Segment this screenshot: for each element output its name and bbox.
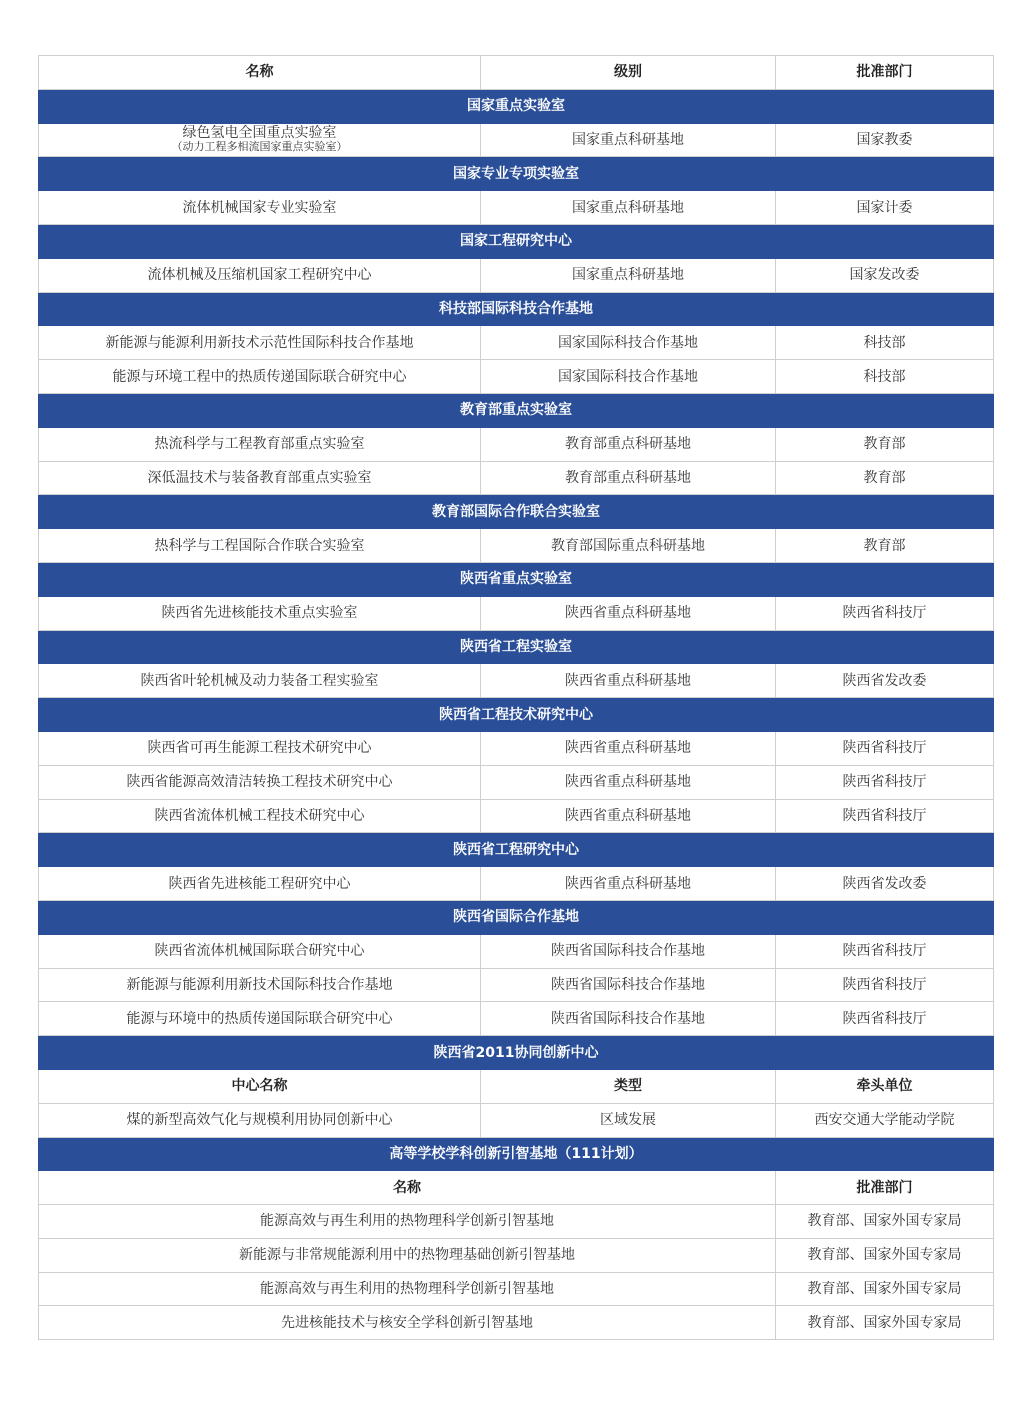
section-header-row <box>39 833 994 867</box>
row-name: 陕西省可再生能源工程技术研究中心 <box>39 731 481 765</box>
row-dept: 科技部 <box>776 360 994 394</box>
table-row <box>39 326 994 360</box>
row-level: 陕西省国际科技合作基地 <box>481 934 776 968</box>
row-name: 新能源与能源利用新技术示范性国际科技合作基地 <box>39 326 481 360</box>
row-dept: 陕西省科技厅 <box>776 731 994 765</box>
header-dept: 批准部门 <box>776 56 994 90</box>
table-row <box>39 123 994 157</box>
row-level: 陕西省重点科研基地 <box>481 664 776 698</box>
row-name: 陕西省能源高效清洁转换工程技术研究中心 <box>39 765 481 799</box>
row-dept: 陕西省发改委 <box>776 867 994 901</box>
section-title: 陕西省工程实验室 <box>39 630 994 664</box>
row-name <box>39 123 481 157</box>
row-level: 国家重点科研基地 <box>481 258 776 292</box>
table-row <box>39 427 994 461</box>
table-row <box>39 968 994 1002</box>
section-title: 国家专业专项实验室 <box>39 157 994 191</box>
table-row <box>39 799 994 833</box>
table-row <box>39 1205 994 1239</box>
row-name: 先进核能技术与核安全学科创新引智基地 <box>39 1306 776 1340</box>
section-title: 高等学校学科创新引智基地（111计划） <box>39 1137 994 1171</box>
row-level: 陕西省国际科技合作基地 <box>481 1002 776 1036</box>
table-row <box>39 191 994 225</box>
row-dept: 陕西省科技厅 <box>776 799 994 833</box>
table-row <box>39 664 994 698</box>
row-name: 流体机械及压缩机国家工程研究中心 <box>39 258 481 292</box>
collab-header-name: 中心名称 <box>39 1069 481 1103</box>
section-title: 科技部国际科技合作基地 <box>39 292 994 326</box>
collab-header-type: 类型 <box>481 1069 776 1103</box>
row-dept: 陕西省科技厅 <box>776 968 994 1002</box>
row-level: 陕西省重点科研基地 <box>481 596 776 630</box>
row-dept: 教育部 <box>776 427 994 461</box>
row-type: 区域发展 <box>481 1103 776 1137</box>
row-name: 陕西省叶轮机械及动力装备工程实验室 <box>39 664 481 698</box>
row-name: 陕西省先进核能工程研究中心 <box>39 867 481 901</box>
section-title: 陕西省2011协同创新中心 <box>39 1036 994 1070</box>
row-level: 国家重点科研基地 <box>481 123 776 157</box>
row-lead: 西安交通大学能动学院 <box>776 1103 994 1137</box>
row-dept: 陕西省科技厅 <box>776 596 994 630</box>
section-header-row <box>39 393 994 427</box>
section-header-row <box>39 562 994 596</box>
row-name: 新能源与非常规能源利用中的热物理基础创新引智基地 <box>39 1238 776 1272</box>
table-row <box>39 1272 994 1306</box>
section-header-row <box>39 900 994 934</box>
row-name: 热科学与工程国际合作联合实验室 <box>39 529 481 563</box>
row-level: 陕西省国际科技合作基地 <box>481 968 776 1002</box>
table-row <box>39 765 994 799</box>
section-header-row <box>39 89 994 123</box>
header-level: 级别 <box>481 56 776 90</box>
row-name: 陕西省流体机械工程技术研究中心 <box>39 799 481 833</box>
section-title: 教育部重点实验室 <box>39 393 994 427</box>
row-level: 教育部重点科研基地 <box>481 427 776 461</box>
base111-header-row <box>39 1171 994 1205</box>
row-name-main: 绿色氢电全国重点实验室 <box>182 125 337 142</box>
collab-header-row <box>39 1069 994 1103</box>
table-header-row <box>39 56 994 90</box>
row-name: 陕西省先进核能技术重点实验室 <box>39 596 481 630</box>
row-dept: 教育部 <box>776 529 994 563</box>
table-row <box>39 1238 994 1272</box>
table-row <box>39 596 994 630</box>
collab-header-lead: 牵头单位 <box>776 1069 994 1103</box>
row-name: 热流科学与工程教育部重点实验室 <box>39 427 481 461</box>
table-row <box>39 360 994 394</box>
row-level: 国家国际科技合作基地 <box>481 326 776 360</box>
row-level: 国家国际科技合作基地 <box>481 360 776 394</box>
section-header-row <box>39 495 994 529</box>
section-header-row <box>39 1137 994 1171</box>
row-name: 深低温技术与装备教育部重点实验室 <box>39 461 481 495</box>
section-header-row <box>39 292 994 326</box>
row-name-note: （动力工程多相流国家重点实验室） <box>171 140 348 154</box>
table-row <box>39 1103 994 1137</box>
row-dept: 教育部、国家外国专家局 <box>776 1238 994 1272</box>
row-dept: 陕西省发改委 <box>776 664 994 698</box>
research-bases-table <box>38 55 994 1340</box>
row-name: 能源高效与再生利用的热物理科学创新引智基地 <box>39 1272 776 1306</box>
section-title: 国家工程研究中心 <box>39 224 994 258</box>
row-dept: 陕西省科技厅 <box>776 934 994 968</box>
section-header-row <box>39 157 994 191</box>
row-dept: 科技部 <box>776 326 994 360</box>
base111-header-name: 名称 <box>39 1171 776 1205</box>
row-name: 流体机械国家专业实验室 <box>39 191 481 225</box>
section-title: 国家重点实验室 <box>39 89 994 123</box>
row-name: 能源高效与再生利用的热物理科学创新引智基地 <box>39 1205 776 1239</box>
table-row <box>39 934 994 968</box>
row-name: 煤的新型高效气化与规模利用协同创新中心 <box>39 1103 481 1137</box>
section-title: 陕西省工程研究中心 <box>39 833 994 867</box>
section-title: 教育部国际合作联合实验室 <box>39 495 994 529</box>
section-title: 陕西省重点实验室 <box>39 562 994 596</box>
table-row <box>39 867 994 901</box>
row-name: 陕西省流体机械国际联合研究中心 <box>39 934 481 968</box>
base111-header-dept: 批准部门 <box>776 1171 994 1205</box>
row-dept: 教育部、国家外国专家局 <box>776 1272 994 1306</box>
table-row <box>39 529 994 563</box>
row-name: 能源与环境中的热质传递国际联合研究中心 <box>39 1002 481 1036</box>
row-name: 新能源与能源利用新技术国际科技合作基地 <box>39 968 481 1002</box>
row-dept: 教育部 <box>776 461 994 495</box>
row-dept: 国家计委 <box>776 191 994 225</box>
section-header-row <box>39 224 994 258</box>
row-level: 教育部国际重点科研基地 <box>481 529 776 563</box>
row-dept: 陕西省科技厅 <box>776 1002 994 1036</box>
row-dept: 陕西省科技厅 <box>776 765 994 799</box>
table-row <box>39 1306 994 1340</box>
section-header-row <box>39 1036 994 1070</box>
section-header-row <box>39 630 994 664</box>
row-level: 陕西省重点科研基地 <box>481 731 776 765</box>
row-level: 教育部重点科研基地 <box>481 461 776 495</box>
row-dept: 国家教委 <box>776 123 994 157</box>
row-name: 能源与环境工程中的热质传递国际联合研究中心 <box>39 360 481 394</box>
row-level: 陕西省重点科研基地 <box>481 867 776 901</box>
header-name: 名称 <box>39 56 481 90</box>
table-row <box>39 731 994 765</box>
table-row <box>39 461 994 495</box>
row-level: 陕西省重点科研基地 <box>481 799 776 833</box>
row-level: 陕西省重点科研基地 <box>481 765 776 799</box>
row-level: 国家重点科研基地 <box>481 191 776 225</box>
section-title: 陕西省国际合作基地 <box>39 900 994 934</box>
row-dept: 教育部、国家外国专家局 <box>776 1205 994 1239</box>
table-row <box>39 1002 994 1036</box>
row-dept: 国家发改委 <box>776 258 994 292</box>
section-title: 陕西省工程技术研究中心 <box>39 698 994 732</box>
section-header-row <box>39 698 994 732</box>
table-row <box>39 258 994 292</box>
row-dept: 教育部、国家外国专家局 <box>776 1306 994 1340</box>
